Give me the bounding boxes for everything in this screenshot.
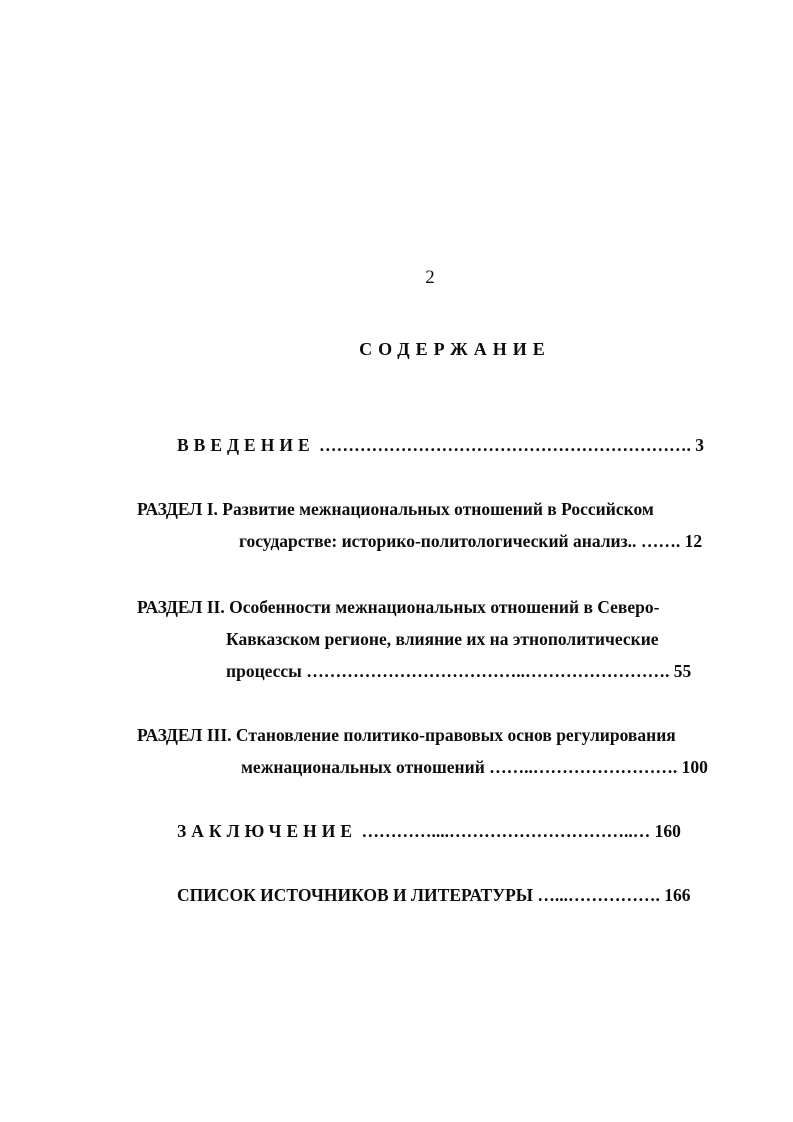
leader-dots: ………………………………………………………. <box>319 435 691 455</box>
entry-word: их <box>466 629 486 649</box>
toc-entry-line <box>137 525 727 557</box>
leader-dots: ………………………………..……………………. <box>306 661 670 681</box>
page-ref: 55 <box>673 661 692 681</box>
toc-entry-line <box>137 751 727 783</box>
entry-word: Северо- <box>597 597 660 617</box>
toc-entry-line <box>137 591 727 623</box>
page-ref: 166 <box>664 885 691 905</box>
toc-entry-section-3 <box>137 719 727 783</box>
toc-entry-section-2 <box>137 591 727 687</box>
toc-title: СОДЕРЖАНИЕ <box>359 339 551 359</box>
entry-label: ЗАКЛЮЧЕНИЕ <box>177 821 358 841</box>
entry-word: в <box>547 499 557 519</box>
entry-word: в <box>583 597 593 617</box>
entry-word: межнациональных <box>335 597 486 617</box>
entry-word: РАЗДЕЛ II. <box>137 597 225 617</box>
entry-word: регионе, <box>324 629 392 649</box>
leader-dots: …………....…………………………..… <box>361 821 651 841</box>
toc-entry-section-1 <box>137 493 727 557</box>
entry-word: Кавказском <box>226 629 321 649</box>
leader-dots: ……..……………………. <box>489 757 678 777</box>
entry-word: основ <box>507 725 552 745</box>
page-ref: 100 <box>681 757 708 777</box>
entry-label: ВВЕДЕНИЕ <box>177 435 315 455</box>
entry-word: влияние <box>395 629 463 649</box>
entry-word: регулирования <box>556 725 676 745</box>
entry-word: Особенности <box>229 597 331 617</box>
entry-label: СПИСОК ИСТОЧНИКОВ И ЛИТЕРАТУРЫ <box>177 885 533 905</box>
entry-word: отношений <box>490 597 580 617</box>
entry-word: РАЗДЕЛ I. <box>137 499 218 519</box>
toc-entry-introduction <box>177 429 722 461</box>
toc-entry-line <box>137 493 727 525</box>
entry-text: процессы <box>226 661 302 681</box>
entry-word: этнополитические <box>512 629 659 649</box>
entry-word: межнациональных <box>299 499 450 519</box>
entry-word: на <box>489 629 509 649</box>
toc-entry-line <box>137 719 727 751</box>
page-ref: 3 <box>695 435 705 455</box>
toc-entry-line <box>137 655 727 687</box>
toc-entry-conclusion <box>177 815 727 847</box>
entry-word: политико-правовых <box>343 725 504 745</box>
leader-dots: ……. <box>640 531 681 551</box>
entry-word: отношений <box>454 499 543 519</box>
entry-word: Становление <box>235 725 340 745</box>
toc-entry-line <box>177 429 722 461</box>
page-ref: 12 <box>684 531 703 551</box>
toc-entry-line <box>177 879 727 911</box>
page-number: 2 <box>425 267 435 288</box>
entry-text: межнациональных отношений <box>241 757 485 777</box>
toc-entry-line <box>137 623 727 655</box>
entry-word: Развитие <box>222 499 295 519</box>
toc-entry-references <box>177 879 727 911</box>
page-ref: 160 <box>654 821 681 841</box>
entry-word: РАЗДЕЛ III. <box>137 725 232 745</box>
entry-word: Российском <box>561 499 654 519</box>
leader-dots: …...……………. <box>537 885 660 905</box>
toc-entry-line <box>177 815 727 847</box>
entry-text: государстве: историко-политологический анализ.. <box>239 531 637 551</box>
